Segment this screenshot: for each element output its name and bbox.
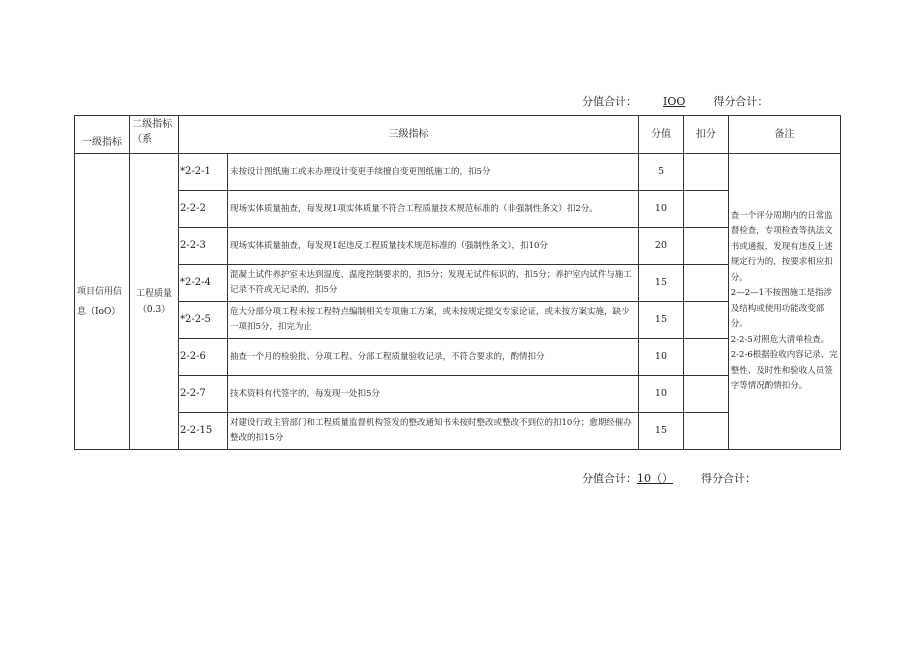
row-item: 未按设计图纸施工或未办理设计变更手续擅自变更图纸施工的，扣5分: [227, 154, 638, 191]
remark-1: 查一个评分周期内的日常监督检查，专项检查等执法文书或通报，发现有违反上述规定行为的，按要求相应扣分。: [730, 210, 833, 283]
row-score: 20: [639, 228, 684, 265]
row-code: 2-2-3: [179, 228, 228, 265]
row-deduct[interactable]: [683, 413, 728, 450]
total-label: 分值合计：: [582, 472, 637, 485]
row-item: 技术资料有代签字的，每发现一处扣5分: [227, 376, 638, 413]
row-code: *2-2-5: [179, 302, 228, 339]
row-code: 2-2-2: [179, 191, 228, 228]
row-item: 抽查一个月的检验批、分项工程、分部工程质量验收记录，不符合要求的，酌情扣分: [227, 339, 638, 376]
remark-4: 2-2-6根据验收内容记录、完整性、及时性和验收人员签字等情况酌情扣分。: [730, 350, 838, 391]
row-item: 混凝土试件养护室未达到湿度、温度控制要求的，扣5分；发现无试件标识的，扣5分；养护室内试件与施工记录不符或无记录的，扣5分: [227, 265, 638, 302]
scoring-table: [74, 115, 841, 450]
row-deduct[interactable]: [683, 376, 728, 413]
row-score: 15: [639, 413, 684, 450]
table-row: [75, 413, 841, 450]
row-code: 2-2-7: [179, 376, 228, 413]
row-score: 10: [639, 376, 684, 413]
table-row: [75, 302, 841, 339]
remark-2: 2—2—1不按图施工是指涉及结构或使用功能改变部分。: [730, 288, 833, 329]
row-code: 2-2-6: [179, 339, 228, 376]
row-score: 10: [639, 191, 684, 228]
table-header-row: [75, 116, 841, 154]
row-item: 现场实体质量抽查，每发现1项实体质量不符合工程质量技术规范标准的（非强制性条文）扣2分。: [227, 191, 638, 228]
header-remark: 备注: [728, 116, 840, 154]
row-deduct[interactable]: [683, 191, 728, 228]
table-row: [75, 228, 841, 265]
table-row: [75, 265, 841, 302]
summary-bottom: [582, 470, 756, 486]
header-deduct: 扣分: [683, 116, 728, 154]
total-value: 10（）: [637, 472, 673, 485]
score-label: 得分合计：: [713, 95, 769, 108]
row-code: *2-2-1: [179, 154, 228, 191]
remark-3: 2-2-5对照危大清单检查。: [730, 334, 830, 345]
table-row: [75, 191, 841, 228]
row-item: 对建设行政主管部门和工程质量监督机构签发的整改通知书未按时整改或整改不到位的扣10分；愈期经催办整改的扣15分: [227, 413, 638, 450]
row-deduct[interactable]: [683, 228, 728, 265]
row-item: 危大分部分项工程未按工程特点编制相关专项施工方案，或未按规定提交专家论证，或未按方案实施，缺少一项扣5分，扣完为止: [227, 302, 638, 339]
remark-cell: [728, 154, 840, 450]
level1-cell: 项目信用信息（IoO）: [75, 154, 130, 450]
row-code: *2-2-4: [179, 265, 228, 302]
row-deduct[interactable]: [683, 339, 728, 376]
table-row: [75, 339, 841, 376]
row-code: 2-2-15: [179, 413, 228, 450]
level2-cell: 工程质量（0.3）: [130, 154, 179, 450]
row-score: 15: [639, 302, 684, 339]
row-score: 5: [639, 154, 684, 191]
total-label: 分值合计：: [582, 95, 637, 108]
header-level2: 二级指标（系: [130, 116, 179, 154]
header-level1: 一级指标: [75, 116, 130, 154]
table-row: [75, 376, 841, 413]
table-row: [75, 154, 841, 191]
row-deduct[interactable]: [683, 265, 728, 302]
row-score: 10: [639, 339, 684, 376]
header-level3: 三级指标: [179, 116, 639, 154]
row-deduct[interactable]: [683, 154, 728, 191]
header-score: 分值: [639, 116, 684, 154]
row-score: 15: [639, 265, 684, 302]
row-item: 现场实体质量抽查，每发现1起违反工程质量技术规范标准的（强制性条文），扣10分: [227, 228, 638, 265]
row-deduct[interactable]: [683, 302, 728, 339]
score-label: 得分合计：: [701, 472, 756, 485]
total-value: IOO: [663, 95, 686, 108]
summary-top: [582, 93, 768, 109]
